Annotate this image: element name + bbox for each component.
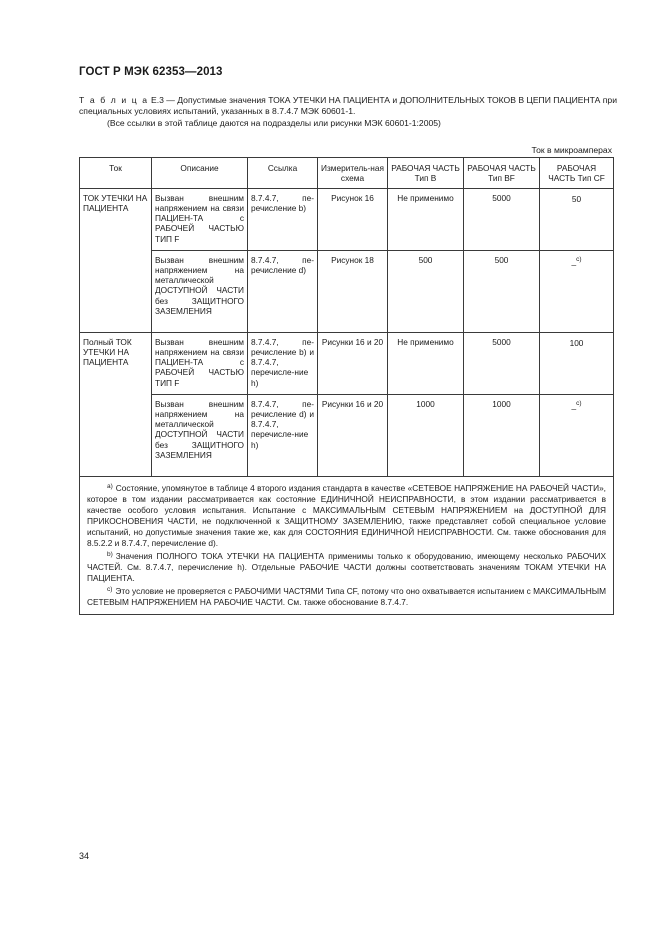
header-description: Описание: [152, 158, 248, 189]
type-cf-cell: [540, 394, 614, 476]
table-header-row: [80, 158, 614, 189]
reference-cell: 8.7.4.7, пе-речисление d): [248, 250, 318, 332]
table-caption-label: Т а б л и ц а: [79, 95, 149, 105]
footnote-text: Это условие не проверяется с РАБОЧИМИ ЧАСТЯМИ Типа CF, потому что оно охватывается испытанием с МАКСИМАЛЬНЫМ СЕТЕВЫМ НАПРЯЖЕНИЕМ НА РАБОЧИЕ ЧАСТИ. См. также обоснование 8.7.4.7.: [87, 585, 606, 607]
header-type-bf: РАБОЧАЯ ЧАСТЬ Тип BF: [464, 158, 540, 189]
current-cell: Полный ТОК УТЕЧКИ НА ПАЦИЕНТА: [80, 332, 152, 476]
footnotes-cell: [80, 476, 614, 614]
type-bf-cell: 1000: [464, 394, 540, 476]
header-type-b: РАБОЧАЯ ЧАСТЬ Тип В: [388, 158, 464, 189]
header-scheme: Измеритель-ная схема: [318, 158, 388, 189]
description-cell: Вызван внешним напряжением на связи ПАЦИЕН-ТА с РАБОЧЕЙ ЧАСТЬЮ ТИП F: [152, 332, 248, 394]
table-caption: [79, 95, 617, 117]
header-reference: Ссылка: [248, 158, 318, 189]
type-bf-cell: 5000: [464, 332, 540, 394]
table-row: [80, 250, 614, 332]
table-row: [80, 332, 614, 394]
footnote: [87, 481, 606, 549]
description-cell: Вызван внешним напряжением на металлической ДОСТУПНОЙ ЧАСТИ без ЗАЩИТНОГО ЗАЗЕМЛЕНИЯ: [152, 394, 248, 476]
footnote-text: Состояние, упомянутое в таблице 4 второго издания стандарта в качестве «СЕТЕВОЕ НАПРЯЖЕНИЕ НА РАБОЧЕЙ ЧАСТИ», которое в том издании рассматривается как состояние ЕДИНИЧНОЙ НЕИСПРАВНОСТИ, в этом издании рассматривается в качестве особого условия испытания. Испытание с МАКСИМАЛЬНЫМ СЕТЕВЫМ НАПРЯЖЕНИЕМ на ДОСТУПНОЙ ДЛЯ ПРИКОСНОВЕНИЯ ЧАСТИ, не подключенной к ЗАЩИТНОМУ ЗАЗЕМЛЕНИЮ, также представляет собой специальное условие испытаний, но допустимые значения такие же, как для СОСТОЯНИЯ ЕДИНИЧНОЙ НЕИСПРАВНОСТИ. См. также обоснования для 8.5.2.2 и 8.7.4.7, перечисление d).: [87, 482, 606, 548]
description-cell: Вызван внешним напряжением на металлической ДОСТУПНОЙ ЧАСТИ без ЗАЩИТНОГО ЗАЗЕМЛЕНИЯ: [152, 250, 248, 332]
type-cf-footnote-ref: c): [576, 399, 582, 407]
footnote-mark: c): [107, 585, 113, 593]
document-header: ГОСТ Р МЭК 62353—2013: [79, 66, 223, 78]
header-type-cf: РАБОЧАЯ ЧАСТЬ Тип CF: [540, 158, 614, 189]
reference-cell: 8.7.4.7, пе-речисление b) и 8.7.4.7, перечисле-ние h): [248, 332, 318, 394]
type-b-cell: 1000: [388, 394, 464, 476]
footnote-text: Значения ПОЛНОГО ТОКА УТЕЧКИ НА ПАЦИЕНТА применимы только к оборудованию, имеющему несколько РАБОЧИХ ЧАСТЕЙ. См. 8.7.4.7, перечисление h). Отдельные РАБОЧИЕ ЧАСТИ должны соответствовать значениям ТОКАМ УТЕЧКИ НА ПАЦИЕНТА.: [87, 550, 606, 583]
type-cf-cell: [540, 188, 614, 250]
type-cf-value: _: [571, 399, 577, 410]
table-row: [80, 394, 614, 476]
table-row: [80, 188, 614, 250]
footnote-mark: a): [107, 482, 113, 490]
units-label: Ток в микроамперах: [531, 145, 612, 155]
type-bf-cell: 5000: [464, 188, 540, 250]
type-bf-cell: 500: [464, 250, 540, 332]
table-caption-note: (Все ссылки в этой таблице даются на подразделы или рисунки МЭК 60601-1:2005): [107, 118, 441, 128]
leakage-current-table: [79, 157, 614, 615]
reference-cell: 8.7.4.7, пе-речисление d) и 8.7.4.7, перечисле-ние h): [248, 394, 318, 476]
type-cf-value: 50: [571, 193, 582, 204]
footnote-mark: b): [107, 550, 113, 558]
table-caption-number: Е.3: [150, 95, 164, 105]
reference-cell: 8.7.4.7, пе-речисление b): [248, 188, 318, 250]
type-cf-cell: [540, 250, 614, 332]
footnote: [87, 584, 606, 608]
type-cf-value: _: [571, 255, 577, 266]
footnotes-row: [80, 476, 614, 614]
header-current: Ток: [80, 158, 152, 189]
scheme-cell: Рисунок 18: [318, 250, 388, 332]
scheme-cell: Рисунки 16 и 20: [318, 394, 388, 476]
footnote: [87, 549, 606, 584]
type-b-cell: Не применимо: [388, 188, 464, 250]
type-cf-value: 100: [569, 337, 584, 348]
table-caption-text: — Допустимые значения ТОКА УТЕЧКИ НА ПАЦИЕНТА и ДОПОЛНИТЕЛЬНЫХ ТОКОВ В ЦЕПИ ПАЦИЕНТА при специальных условиях испытаний, указанных в 8.7.4.7 МЭК 60601-1.: [79, 95, 617, 116]
type-cf-footnote-ref: c): [576, 255, 582, 263]
type-b-cell: Не применимо: [388, 332, 464, 394]
type-b-cell: 500: [388, 250, 464, 332]
description-cell: Вызван внешним напряжением на связи ПАЦИЕН-ТА с РАБОЧЕЙ ЧАСТЬЮ ТИП F: [152, 188, 248, 250]
type-cf-cell: [540, 332, 614, 394]
current-cell: ТОК УТЕЧКИ НА ПАЦИЕНТА: [80, 188, 152, 332]
scheme-cell: Рисунки 16 и 20: [318, 332, 388, 394]
scheme-cell: Рисунок 16: [318, 188, 388, 250]
page-number: 34: [79, 851, 90, 861]
